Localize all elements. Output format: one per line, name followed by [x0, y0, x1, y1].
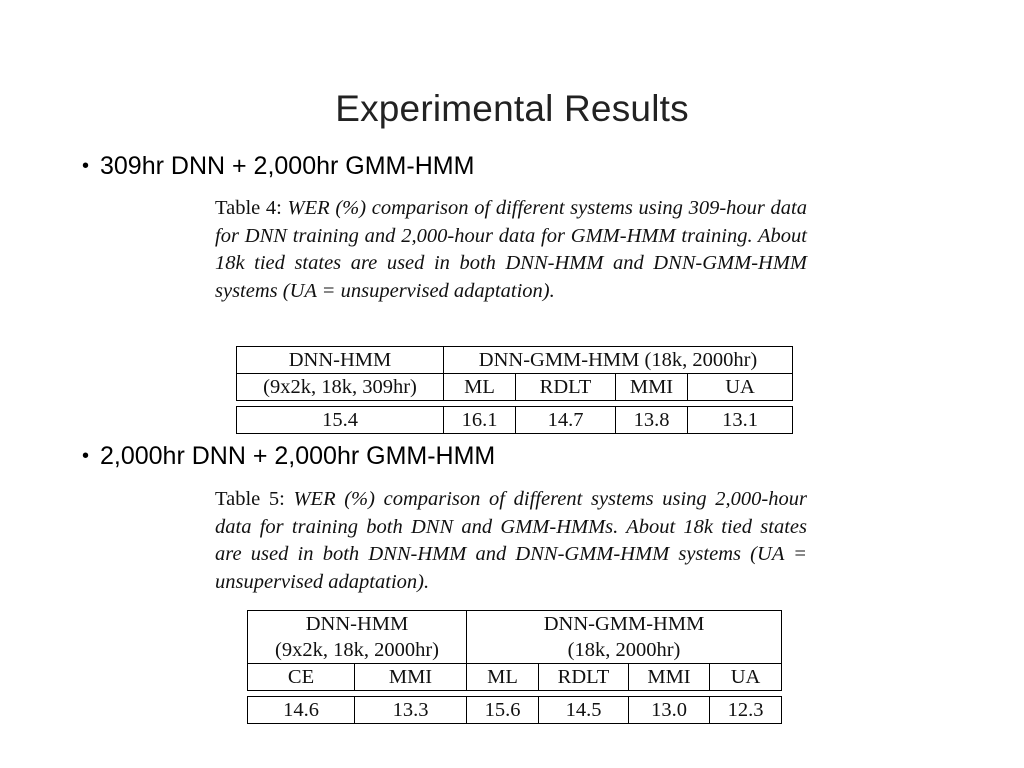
value-cell: 14.7 — [516, 407, 616, 434]
caption-label: Table 4: — [215, 197, 282, 219]
header-cell: DNN-HMM — [237, 347, 444, 374]
caption-text: WER (%) comparison of different systems using 309-hour data for DNN training and 2,000-hour data for GMM-HMM training. About 18k tied states are used in both DNN-HMM and DNN-GMM-HMM systems (UA = unsupervised adaptation). — [215, 197, 807, 302]
header-cell: (18k, 2000hr) — [467, 637, 782, 664]
bullet-dot-icon: • — [82, 445, 90, 467]
table-row — [248, 697, 782, 724]
header-cell: DNN-GMM-HMM (18k, 2000hr) — [444, 347, 793, 374]
value-cell: 13.0 — [629, 697, 710, 724]
header-cell: (9x2k, 18k, 309hr) — [237, 374, 444, 401]
header-cell: DNN-HMM — [248, 611, 467, 638]
sub-header-cell: RDLT — [539, 664, 629, 691]
sub-header-cell: MMI — [616, 374, 688, 401]
bullet-item-1 — [82, 152, 474, 181]
caption-text: WER (%) comparison of different systems using 2,000-hour data for training both DNN and GMM-HMMs. About 18k tied states are used in both DNN-HMM and DNN-GMM-HMM systems (UA = unsupervised adaptation). — [215, 488, 807, 593]
table-caption-4 — [215, 195, 807, 305]
sub-header-cell: UA — [688, 374, 793, 401]
results-table-4 — [236, 346, 793, 434]
bullet-dot-icon: • — [82, 155, 90, 177]
value-cell: 15.4 — [237, 407, 444, 434]
value-cell: 13.1 — [688, 407, 793, 434]
bullet-text: 309hr DNN + 2,000hr GMM-HMM — [100, 152, 475, 180]
value-cell: 14.5 — [539, 697, 629, 724]
value-cell: 14.6 — [248, 697, 355, 724]
header-cell: DNN-GMM-HMM — [467, 611, 782, 638]
sub-header-cell: CE — [248, 664, 355, 691]
sub-header-cell: MMI — [355, 664, 467, 691]
table-row — [237, 407, 793, 434]
value-cell: 13.8 — [616, 407, 688, 434]
bullet-text: 2,000hr DNN + 2,000hr GMM-HMM — [100, 442, 496, 470]
sub-header-cell: ML — [467, 664, 539, 691]
results-table-5 — [247, 610, 782, 724]
caption-label: Table 5: — [215, 488, 285, 510]
header-cell: (9x2k, 18k, 2000hr) — [248, 637, 467, 664]
sub-header-cell: MMI — [629, 664, 710, 691]
table-caption-5 — [215, 486, 807, 596]
value-cell: 15.6 — [467, 697, 539, 724]
slide-title: Experimental Results — [335, 88, 689, 129]
value-cell: 13.3 — [355, 697, 467, 724]
value-cell: 16.1 — [444, 407, 516, 434]
bullet-item-2 — [82, 442, 495, 471]
sub-header-cell: RDLT — [516, 374, 616, 401]
sub-header-cell: UA — [710, 664, 782, 691]
sub-header-cell: ML — [444, 374, 516, 401]
value-cell: 12.3 — [710, 697, 782, 724]
